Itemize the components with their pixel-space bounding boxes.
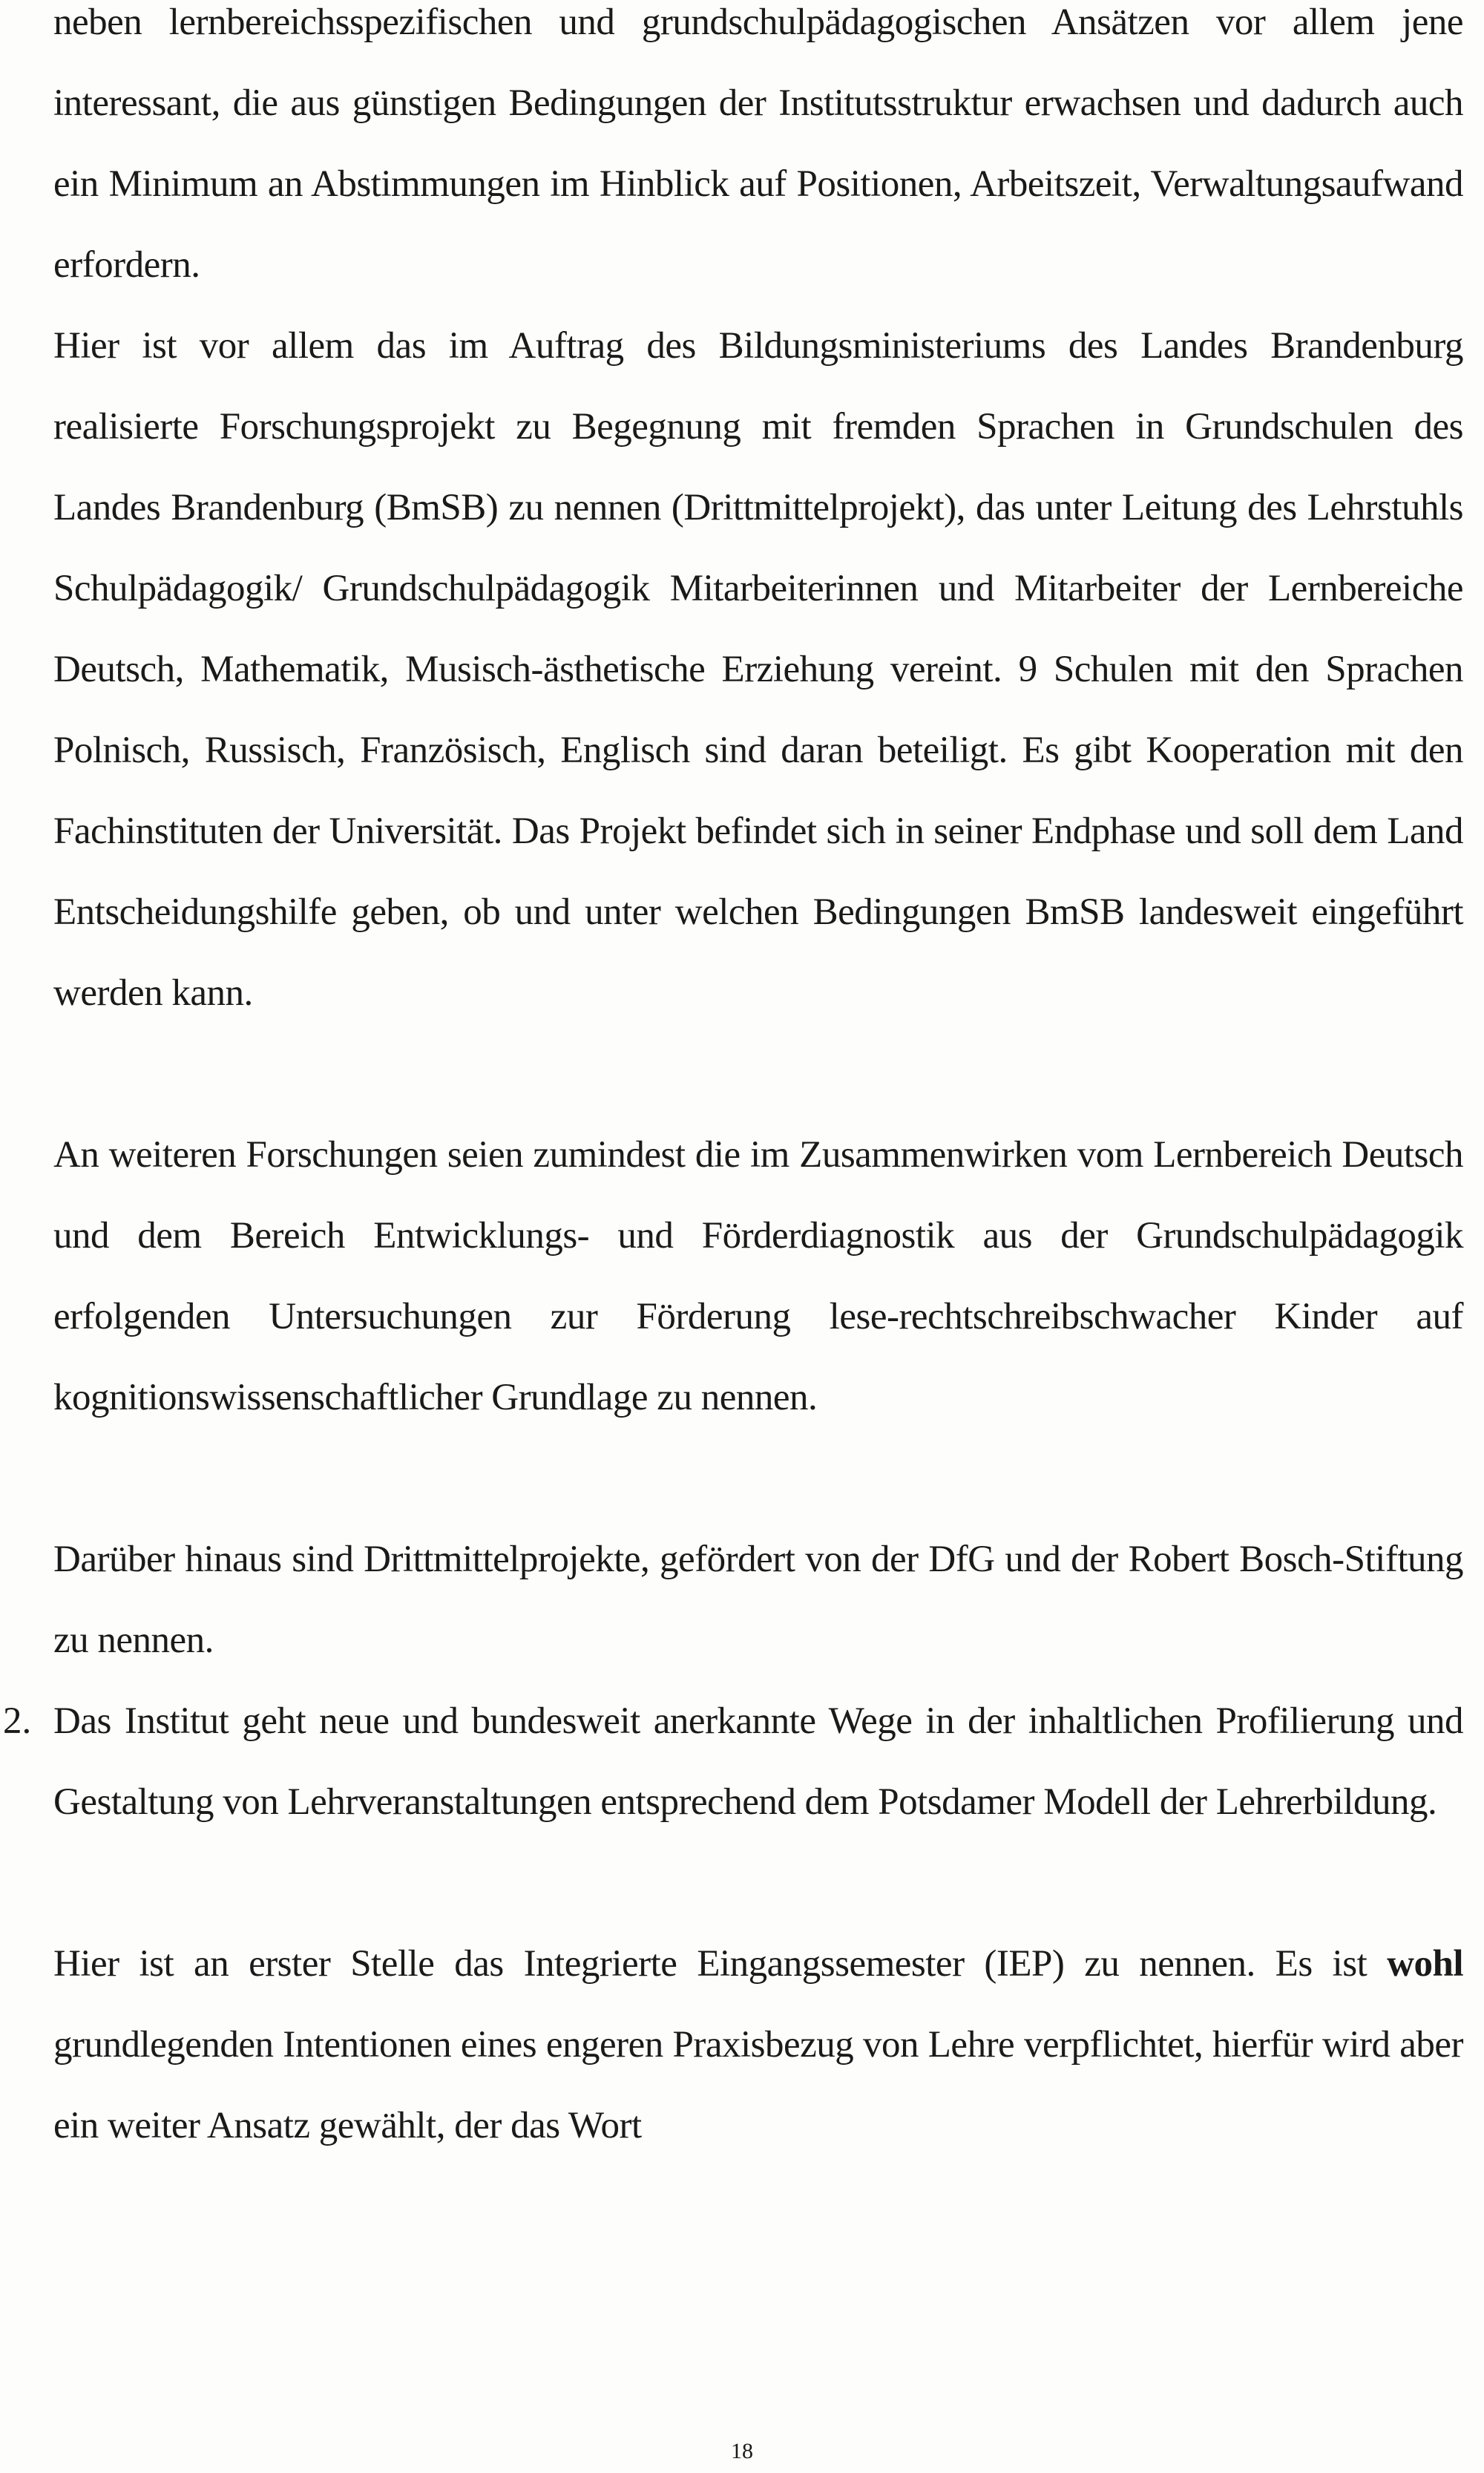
paragraph-bmsb-project: Hier ist vor allem das im Auftrag des Bildungsministeriums des Landes Brandenburg realisierte Forschungsprojekt zu Begegnung mit fremden Sprachen in Grundschulen des Landes Brandenburg (BmSB) zu nennen (Drittmittelprojekt), das unter Leitung des Lehrstuhls Schulpädagogik/ Grundschulpädagogik Mitarbeiterinnen und Mitarbeiter der Lernbereiche Deutsch, Mathematik, Musisch-ästhetische Erziehung vereint. 9 Schulen mit den Sprachen Polnisch, Russisch, Französisch, Englisch sind daran beteiligt. Es gibt Kooperation mit den Fachinstituten der Universität. Das Projekt befindet sich in seiner Endphase und soll dem Land Entscheidungshilfe geben, ob und unter welchen Bedingungen BmSB landesweit eingeführt werden kann. xyxy=(53,325,1463,1014)
paragraph-iep-part-1: Hier ist an erster Stelle das Integrierte Eingangssemester (IEP) zu nennen. Es ist xyxy=(53,1943,1388,1985)
paragraph-intro-continuation: neben lernbereichsspezifischen und grundschulpädagogischen Ansätzen vor allem jene interessant, die aus günstigen Bedingungen der Institutsstruktur erwachsen und dadurch auch ein Minimum an Abstimmungen im Hinblick auf Positionen, Arbeitszeit, Verwaltungsaufwand erfordern. xyxy=(53,1,1463,286)
page-number: 18 xyxy=(731,2439,753,2463)
paragraph-iep xyxy=(53,1924,1463,2166)
paragraph-iep-part-2: grundlegenden Intentionen eines engeren Praxisbezug von Lehre verpflichtet, hierfür wird aber ein weiter Ansatz gewählt, der das Wort xyxy=(53,2024,1463,2146)
list-item-2 xyxy=(3,1681,1463,1843)
paragraph-iep-bold-word: wohl xyxy=(1387,1943,1463,1985)
paragraph-further-research: An weiteren Forschungen seien zumindest die im Zusammenwirken vom Lernbereich Deutsch und dem Bereich Entwicklungs- und Förderdiagnostik aus der Grundschulpädagogik erfolgenden Untersuchungen zur Förderung lese-rechtschreibschwacher Kinder auf kognitionswissenschaftlicher Grundlage zu nennen. xyxy=(53,1134,1463,1418)
list-item-number: 2. xyxy=(3,1700,32,1742)
paragraph-third-party-projects: Darüber hinaus sind Drittmittelprojekte, gefördert von der DfG und der Robert Bosch-Stiftung zu nennen. xyxy=(53,1539,1463,1661)
list-item-text: Das Institut geht neue und bundesweit anerkannte Wege in der inhaltlichen Profilierung und Gestaltung von Lehrveranstaltungen entsprechend dem Potsdamer Modell der Lehrerbildung. xyxy=(53,1700,1463,1823)
